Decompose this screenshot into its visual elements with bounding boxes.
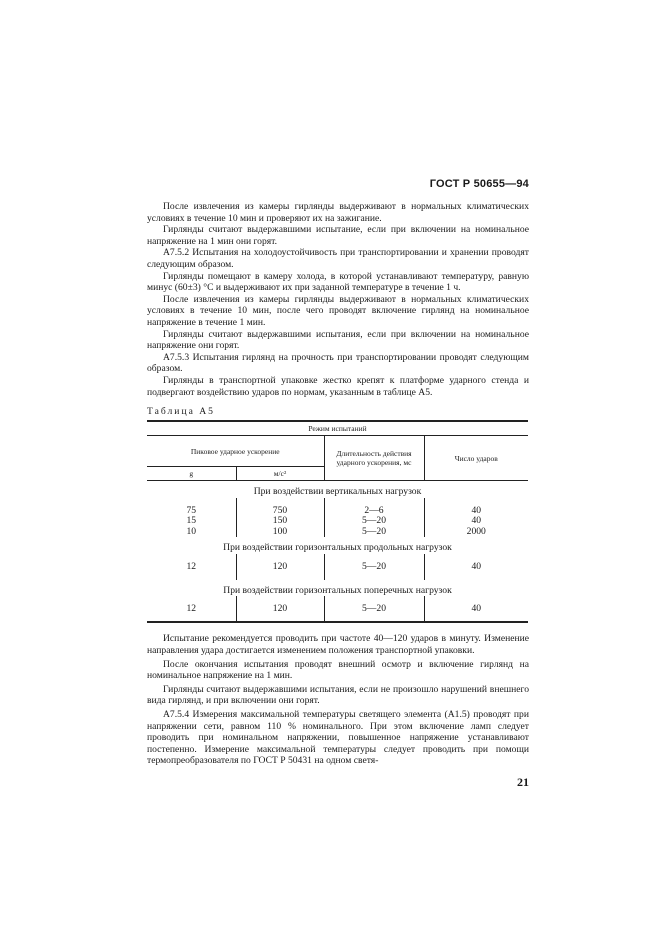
- table-a5: [147, 420, 528, 623]
- cell: 40: [424, 506, 528, 517]
- document-page: [147, 0, 529, 829]
- text-block-bottom: [147, 633, 529, 767]
- section-title: При воздействии вертикальных нагрузок: [253, 486, 422, 498]
- col-ms2-header: м/с²: [236, 467, 324, 481]
- text-block-top: [147, 201, 529, 398]
- cell: 10: [186, 525, 197, 537]
- paragraph: После окончания испытания проводят внешний осмотр и включение гирлянд на номинальное напряжение на 1 мин.: [147, 658, 529, 682]
- page-number: 21: [517, 774, 529, 789]
- cell: 5—20: [324, 554, 424, 580]
- cell: 40: [424, 554, 528, 580]
- paragraph: А7.5.4 Измерения максимальной температуры светящего элемента (А1.5) проводят при напряжении сети, равном 110 % номинального. При этом включение ламп следует проводить при номинальном напряжении, повышенное напряжение устанавливают постепенно. Измерение максимальной температуры следует проводить при помощи термопреобразователя по ГОСТ Р 50431 на одном светя-: [147, 708, 529, 767]
- cell: 75: [186, 504, 197, 516]
- section-title: При воздействии горизонтальных поперечных нагрузок: [223, 584, 452, 596]
- cell: 40: [424, 516, 528, 527]
- paragraph: Гирлянды считают выдержавшими испытания, если не произошло нарушений внешнего вида гирлянд, и при включении они горят.: [147, 683, 529, 707]
- paragraph: Гирлянды считают выдержавшими испытания, если при включении на номинальное напряжение они горят.: [147, 328, 529, 352]
- cell: 12: [186, 602, 197, 614]
- paragraph: Гирлянды в транспортной упаковке жестко крепят к платформе ударного стенда и подвергают воздействию ударов по нормам, указанным в таблице А5.: [147, 374, 529, 398]
- cell: 100: [236, 527, 324, 538]
- cell: 15: [186, 515, 197, 527]
- cell: 120: [236, 554, 324, 580]
- table-label: Таблица А5: [147, 406, 215, 418]
- cell: 40: [424, 596, 528, 622]
- col-peak-header: Пиковое ударное ускорение: [147, 436, 324, 467]
- paragraph: Гирлянды считают выдержавшими испытание, если при включении на номинальное напряжение на 1 мин они горят.: [147, 224, 529, 247]
- col-duration-header: Длительность действия ударного ускорения, мс: [324, 436, 424, 481]
- paragraph: После извлечения из камеры гирлянды выдерживают в нормальных климатических условиях в течение 10 мин и проверяют их на зажигание.: [147, 201, 529, 224]
- cell: 150: [236, 516, 324, 527]
- cell: 2—6: [324, 506, 424, 517]
- paragraph: А7.5.3 Испытания гирлянд на прочность при транспортировании проводят следующим образом.: [147, 351, 529, 375]
- col-count-header: Число ударов: [424, 436, 528, 481]
- cell: 120: [236, 596, 324, 622]
- standard-header: ГОСТ Р 50655—94: [429, 178, 529, 190]
- cell: 5—20: [324, 527, 424, 538]
- paragraph: После извлечения из камеры гирлянды выдерживают в нормальных климатических условиях в течение 10 мин, после чего проводят включение гирлянд на номинальное напряжение в течение 1 мин.: [147, 293, 529, 328]
- cell: 750: [236, 506, 324, 517]
- mode-header: Режим испытаний: [147, 421, 528, 436]
- cell: 2000: [424, 527, 528, 538]
- section-title: При воздействии горизонтальных продольных нагрузок: [223, 542, 452, 554]
- paragraph: А7.5.2 Испытания на холодоустойчивость при транспортировании и хранении проводят следующим образом.: [147, 247, 529, 270]
- paragraph: Испытание рекомендуется проводить при частоте 40—120 ударов в минуту. Изменение направления удара достигается изменением положения транспортной упаковки.: [147, 633, 529, 656]
- cell: 12: [186, 560, 197, 572]
- paragraph: Гирлянды помещают в камеру холода, в которой устанавливают температуру, равную минус (60±3) °С и выдерживают их при заданной температуре в течение 1 ч.: [147, 270, 529, 294]
- cell: 5—20: [324, 596, 424, 622]
- col-g-header: g: [147, 467, 236, 481]
- cell: 5—20: [324, 516, 424, 527]
